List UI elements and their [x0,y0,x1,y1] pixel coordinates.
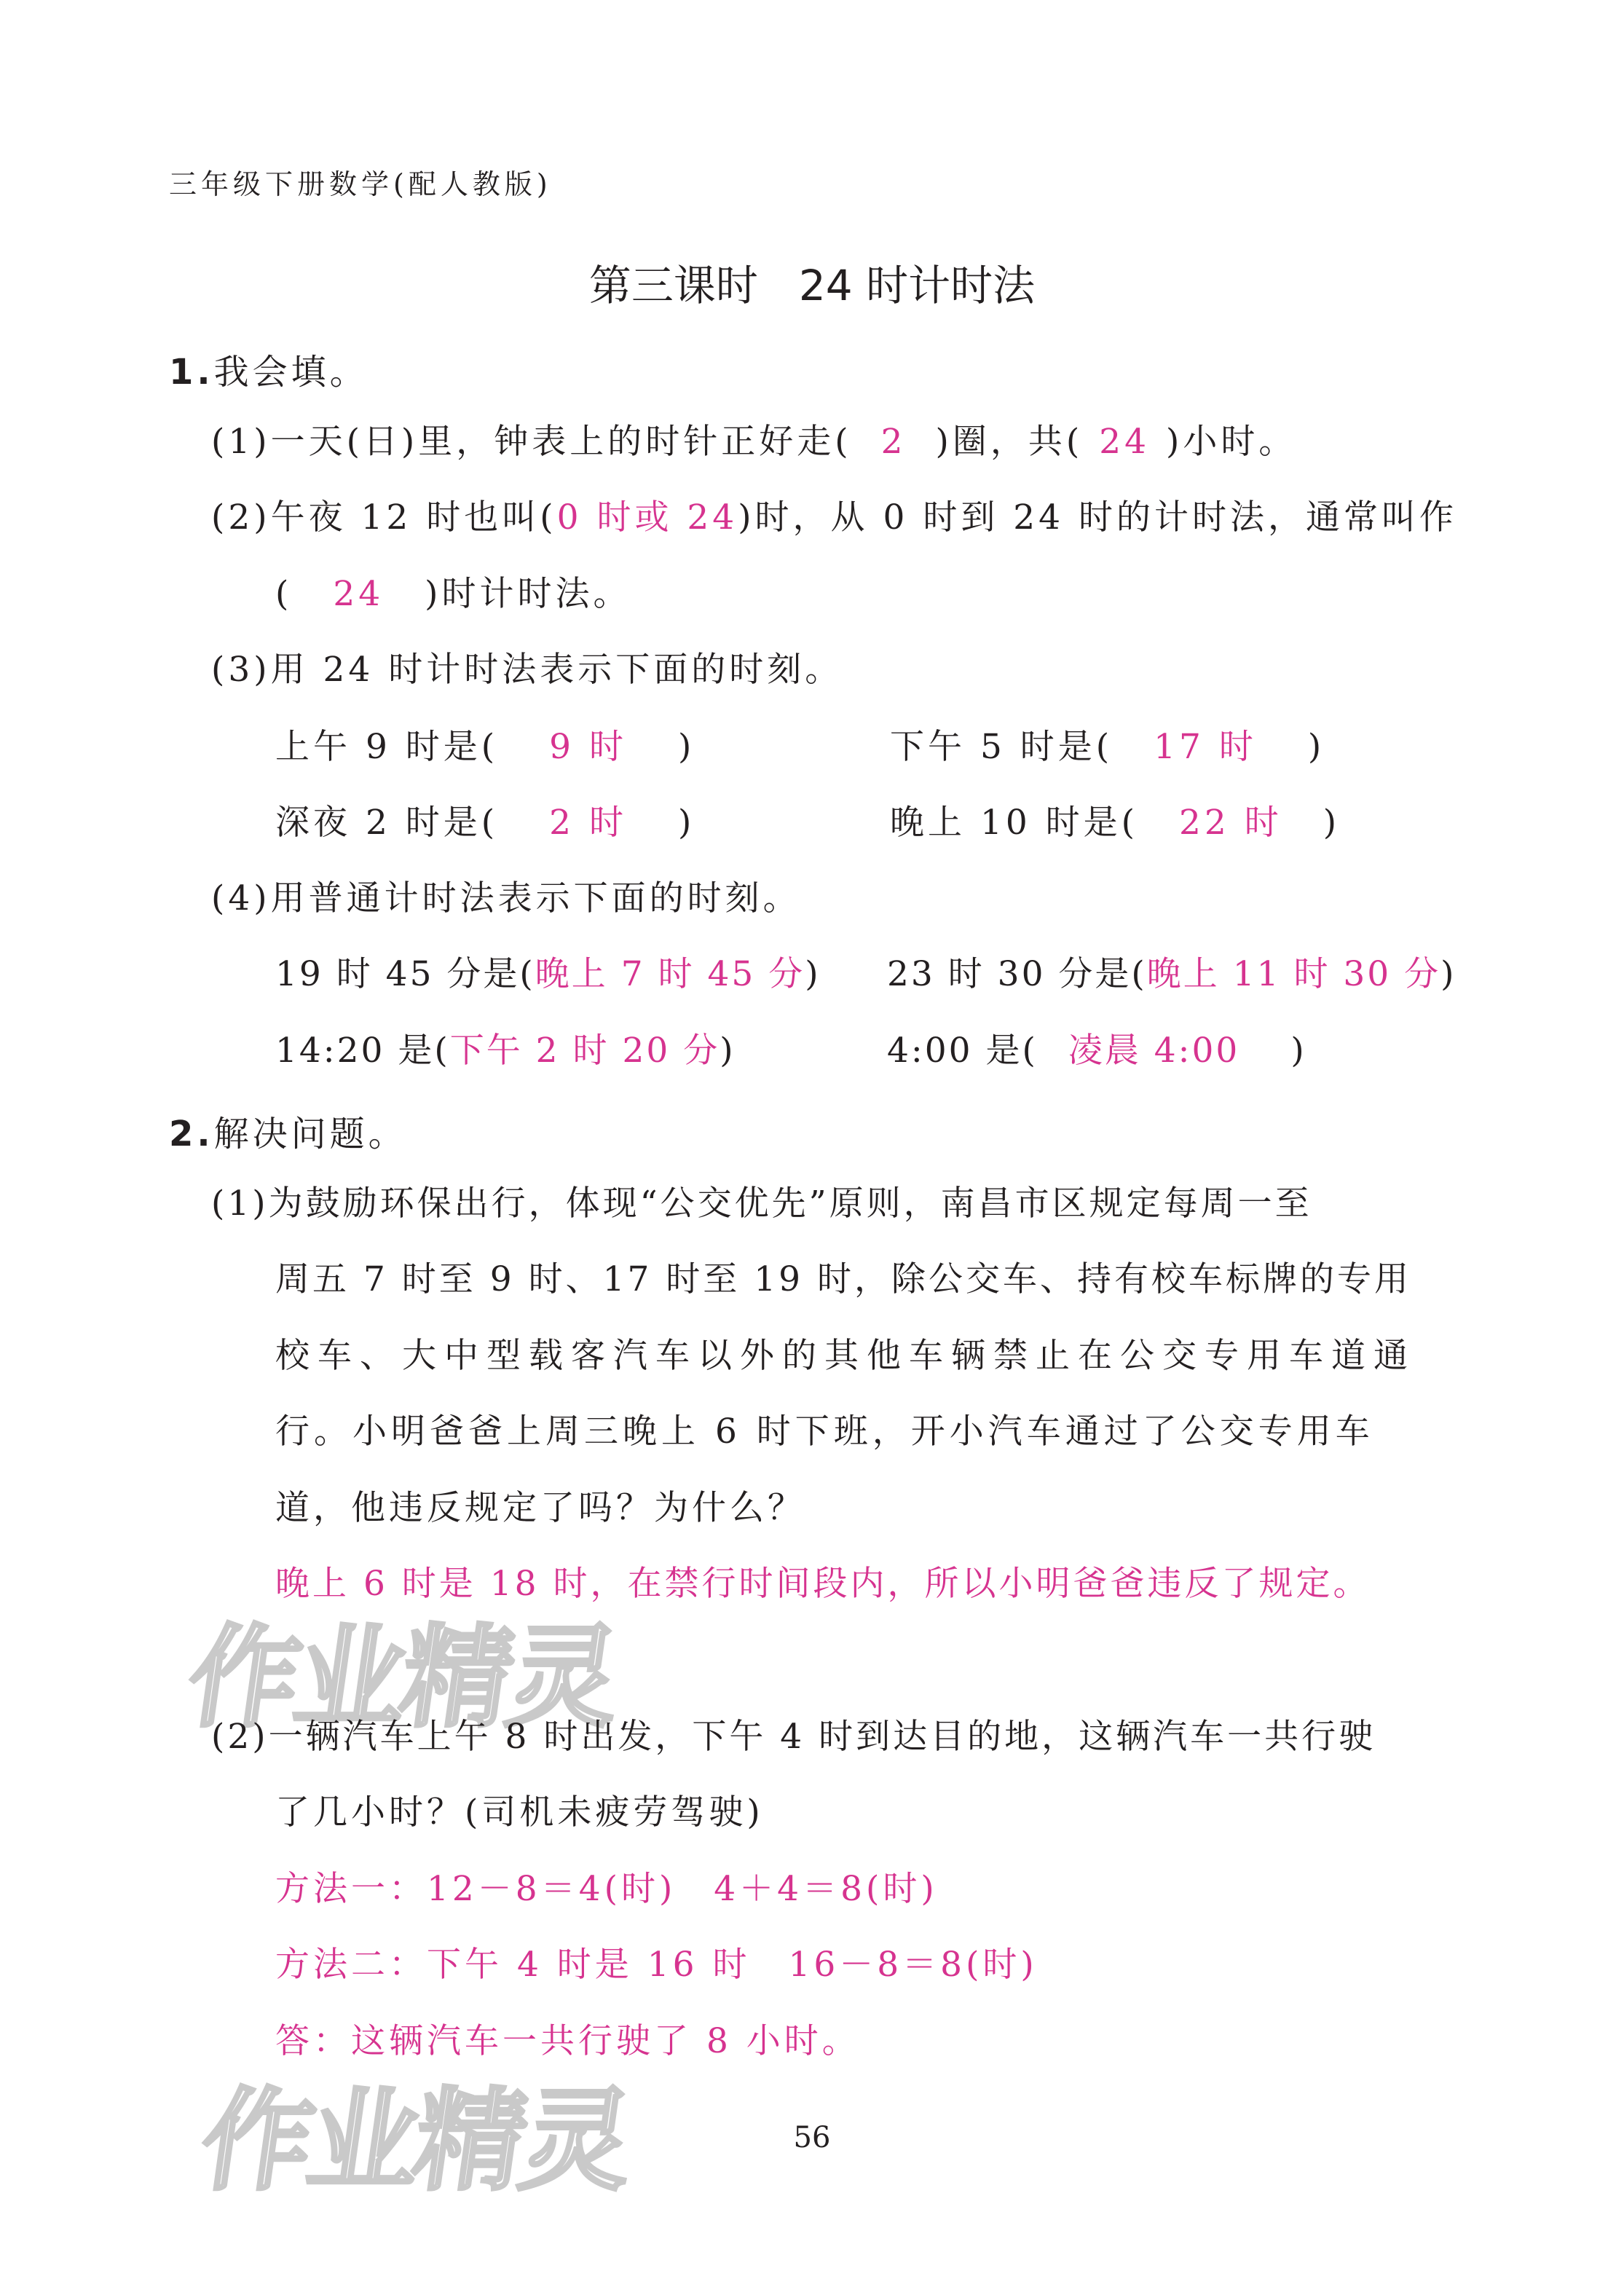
q1-p1-text-mid: )圈，共( [935,422,1084,462]
q1-p4-item1 [275,953,821,996]
q1-heading-text: 我会填。 [213,352,368,393]
q2-p2-answer2: 方法二：下午 4 时是 16 时 16－8＝8(时) [275,1945,1038,1985]
q1-p3-item4 [890,801,1340,845]
q1-p3-item4-close: ) [1323,803,1341,843]
lesson-title-part2: 24 时计时法 [798,261,1036,310]
q1-part2-line1 [211,496,1457,540]
q1-p3-item2-close: ) [1307,727,1325,767]
q1-p3-item3-answer: 2 时 [549,803,627,843]
q1-p4-item1-close: ) [805,954,821,994]
q1-part3-label: (3)用 24 时计时法表示下面的时刻。 [211,650,843,690]
q1-p3-item4-question: 晚上 10 时是( [890,803,1139,843]
q1-p4-item4-answer: 凌晨 4:00 [1068,1031,1240,1071]
q1-p3-item1-answer: 9 时 [549,727,627,767]
q2-p1-line1: (1)为鼓励环保出行，体现“公交优先”原则，南昌市区规定每周一至 [211,1184,1312,1224]
q1-p2-answer2: 24 [333,574,385,614]
q1-p2-text: (2)午夜 12 时也叫( [211,497,557,538]
q1-p3-item4-answer: 22 时 [1179,803,1282,843]
q1-p3-item3 [275,801,695,845]
q1-part1 [211,420,1296,464]
q1-p4-item2-question: 23 时 30 分是( [887,954,1147,994]
watermark-logo: 作业精灵 [180,1613,624,1742]
q1-heading [169,344,368,394]
q1-p3-item2 [890,725,1325,769]
q1-p3-item2-answer: 17 时 [1154,727,1257,767]
q1-p4-item1-answer: 晚上 7 时 45 分 [535,954,805,994]
q2-number: 2. [169,1114,214,1154]
book-header: 三年级下册数学(配人教版) [169,168,552,200]
q1-p4-item2 [887,953,1457,996]
q2-p1-line2: 周五 7 时至 9 时、17 时至 19 时，除公交车、持有校车标牌的专用 [275,1259,1411,1299]
q1-part4-label: (4)用普通计时法表示下面的时刻。 [211,878,801,918]
q1-p1-answer1: 2 [880,422,907,462]
q1-p4-item4-question: 4:00 是( [887,1031,1038,1071]
q1-p4-item4 [887,1029,1306,1073]
q1-p3-item3-question: 深夜 2 时是( [275,803,499,843]
watermark-logo-bottom: 作业精灵 [193,2076,637,2205]
q2-p2-answer3: 答：这辆汽车一共行驶了 8 小时。 [275,2021,860,2061]
q1-p1-text-post: )小时。 [1166,422,1297,462]
lesson-title-part1: 第三课时 [588,261,758,310]
q1-p1-answer2: 24 [1099,422,1150,462]
page-number: 56 [793,2121,831,2154]
q2-p1-line3: 校车、大中型载客汽车以外的其他车辆禁止在公交专用车道通 [275,1336,1416,1376]
q1-p4-item4-close: ) [1290,1031,1306,1071]
q1-p2-text-post: )时，从 0 时到 24 时的计时法，通常叫作 [738,497,1458,538]
q2-p2-answer1: 方法一：12－8＝4(时) 4＋4＝8(时) [275,1869,938,1909]
q1-p4-item2-answer: 晚上 11 时 30 分 [1146,954,1441,994]
q1-p3-item2-question: 下午 5 时是( [890,727,1113,767]
q1-p3-item3-close: ) [677,803,695,843]
q1-p2-answer1: 0 时或 24 [556,497,738,538]
q1-p1-text: (1)一天(日)里，钟表上的时针正好走( [211,422,852,462]
q1-p2-open: ( [275,574,293,614]
q1-p4-item2-close: ) [1440,954,1457,994]
q1-p4-item3-question: 14:20 是( [275,1031,450,1071]
q1-p2-text-end: )时计时法。 [425,574,631,614]
q1-part2-line2 [275,572,631,616]
lesson-title [0,251,1624,312]
q1-p4-item1-question: 19 时 45 分是( [275,954,535,994]
q2-heading [169,1106,407,1156]
q1-p3-item1 [275,725,695,769]
q1-number: 1. [169,352,214,393]
q2-p2-line2: 了几小时？(司机未疲劳驾驶) [275,1792,764,1833]
q1-p4-item3 [275,1029,736,1073]
q1-p4-item3-answer: 下午 2 时 20 分 [449,1031,720,1071]
q1-p3-item1-question: 上午 9 时是( [275,727,499,767]
q1-p3-item1-close: ) [677,727,695,767]
q2-heading-text: 解决问题。 [213,1114,407,1154]
q2-p2-line1: (2)一辆汽车上午 8 时出发，下午 4 时到达目的地，这辆汽车一共行驶 [211,1717,1376,1757]
q2-p1-line5: 道，他违反规定了吗？为什么？ [275,1488,805,1528]
q2-p1-line4: 行。小明爸爸上周三晚上 6 时下班，开小汽车通过了公交专用车 [275,1412,1374,1452]
q1-p4-item3-close: ) [720,1031,736,1071]
q2-p1-answer: 晚上 6 时是 18 时，在禁行时间段内，所以小明爸爸违反了规定。 [275,1564,1371,1604]
